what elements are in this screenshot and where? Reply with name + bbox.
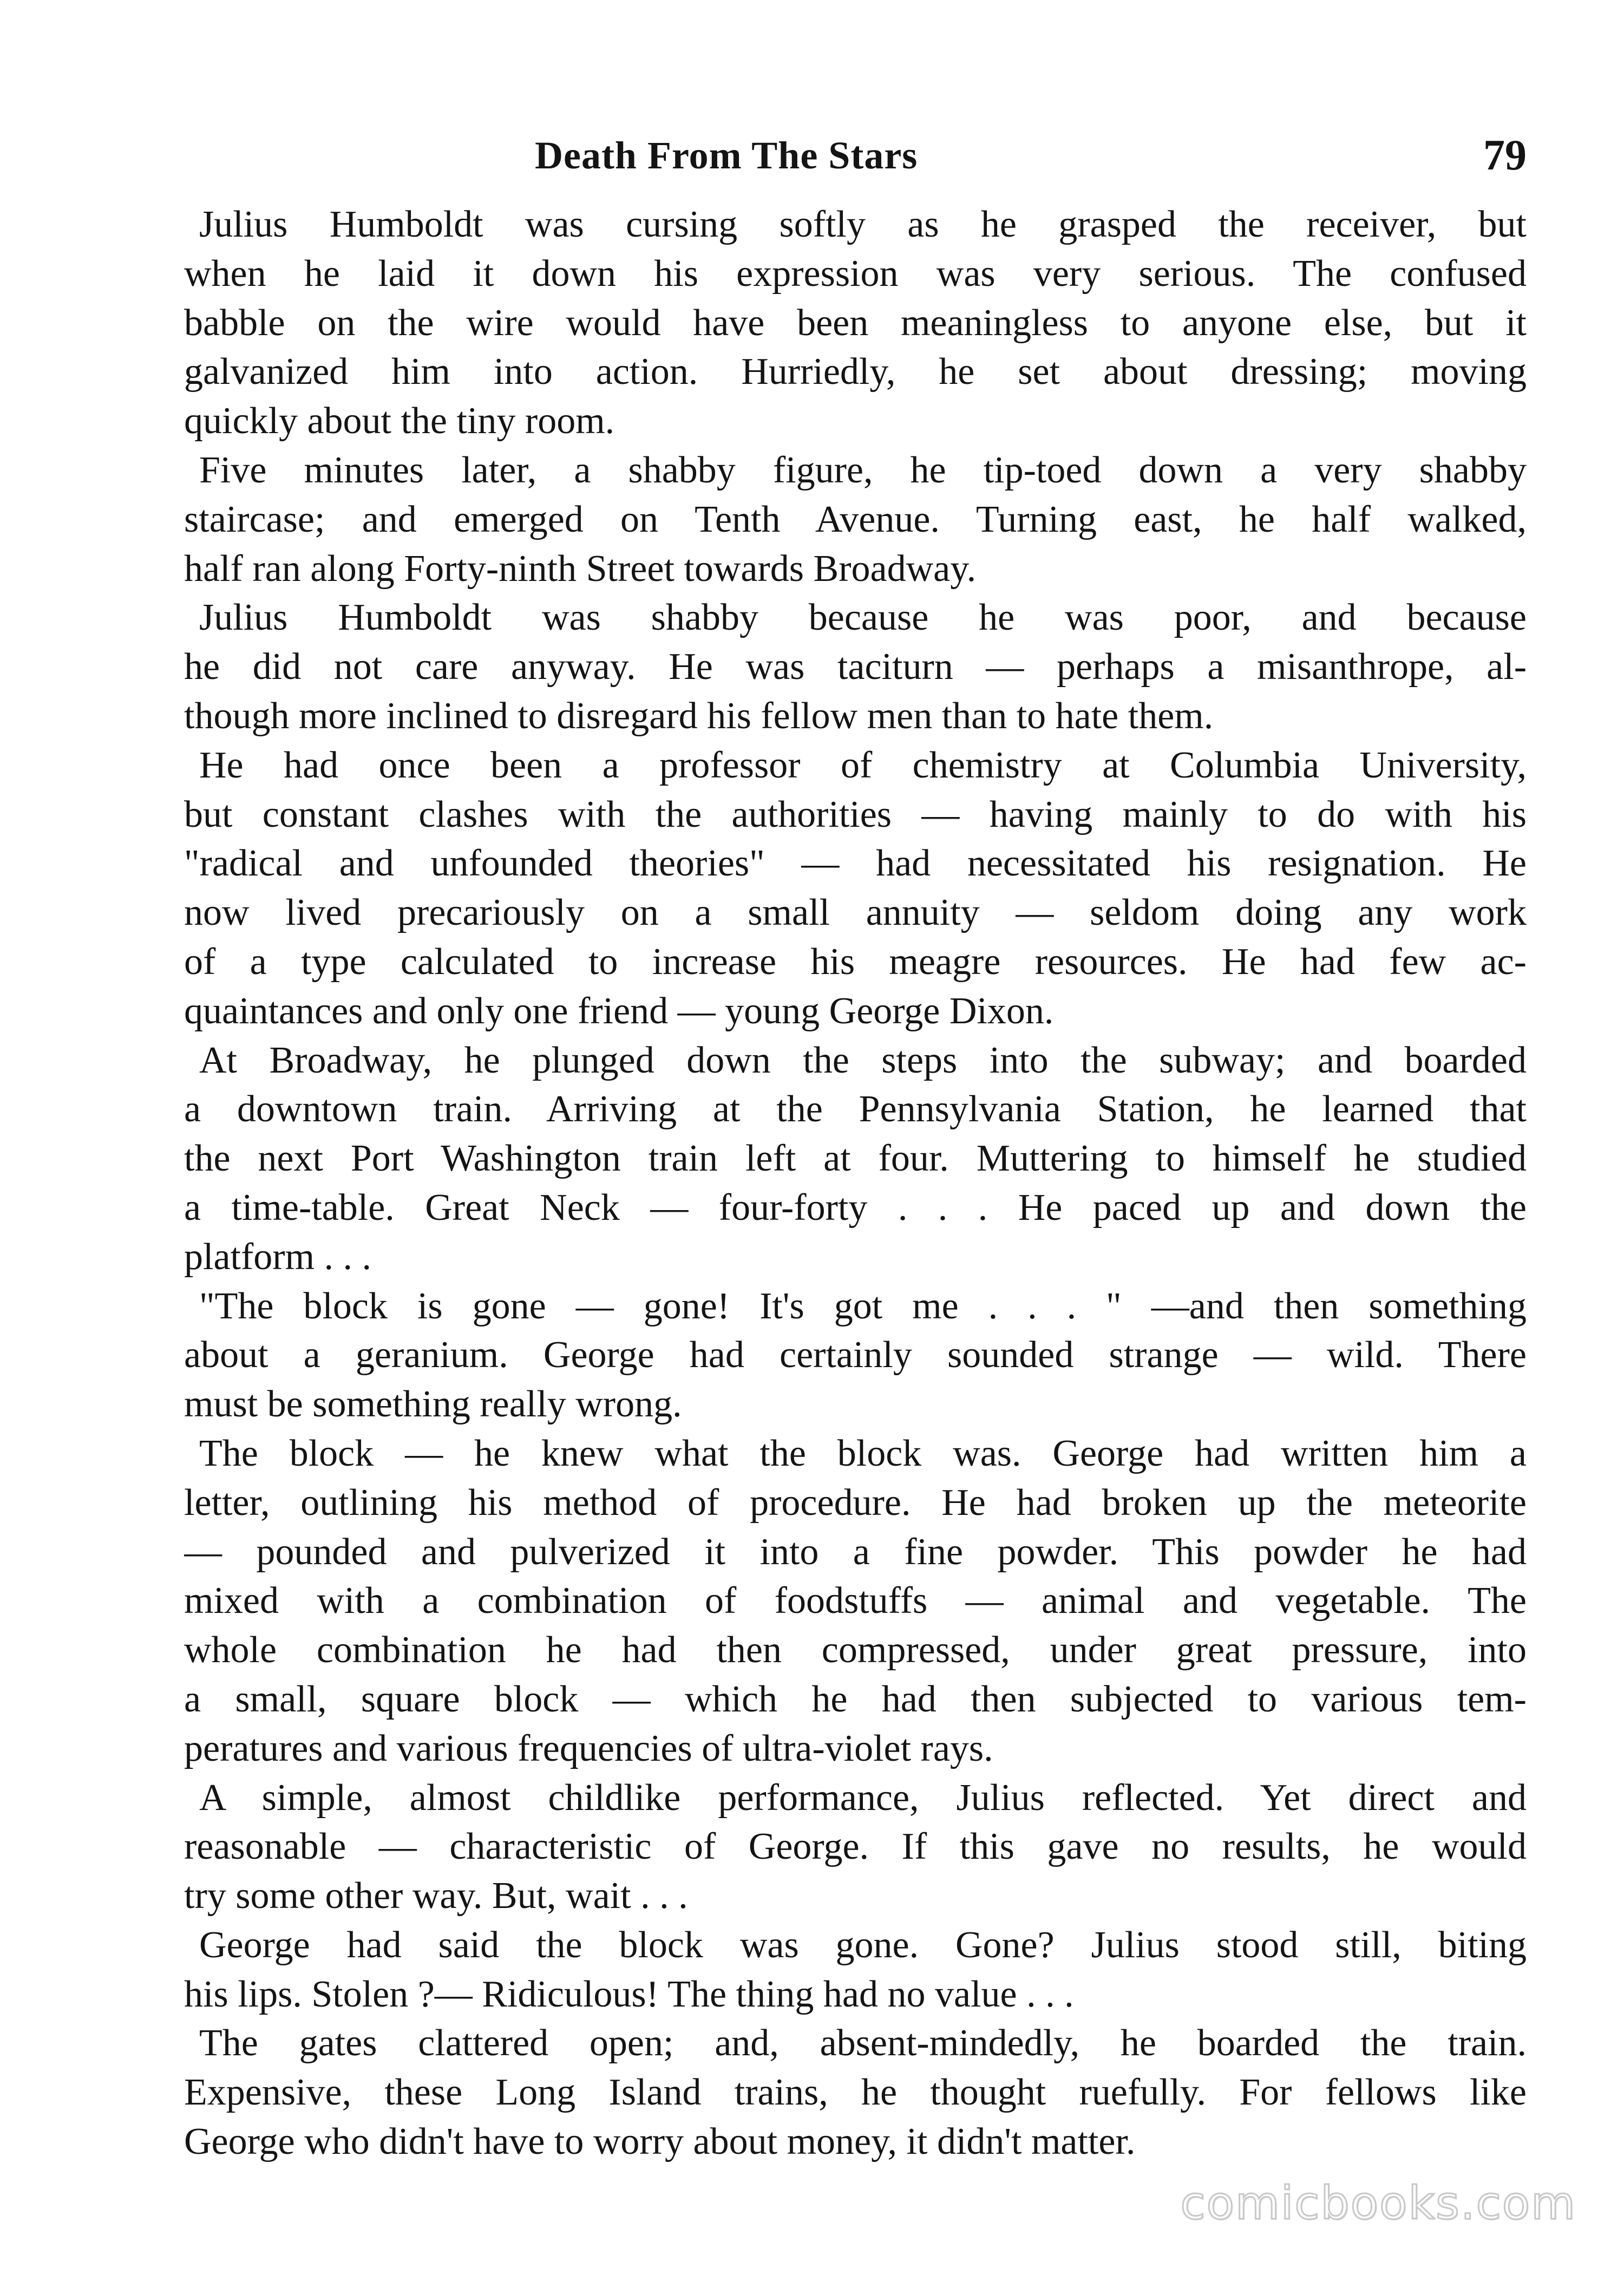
running-title: Death From The Stars <box>535 134 918 177</box>
text-line: he did not care anyway. He was taciturn — perhaps a misanthrope, al- <box>184 646 1527 688</box>
text-line: Five minutes later, a shabby figure, he tip-toed down a very shabby <box>199 449 1527 491</box>
running-head <box>184 126 1527 185</box>
text-line: his lips. Stolen ?— Ridiculous! The thing had no value . . . <box>184 1973 1074 2015</box>
text-line: A simple, almost childlike performance, Julius reflected. Yet direct and <box>199 1776 1527 1819</box>
page-number: 79 <box>1483 132 1527 179</box>
paragraph <box>184 741 1527 1036</box>
text-line: George had said the block was gone. Gone? Julius stood still, biting <box>199 1924 1527 1966</box>
text-line: letter, outlining his method of procedure. He had broken up the meteorite <box>184 1481 1527 1524</box>
text-line: the next Port Washington train left at four. Muttering to himself he studied <box>184 1138 1527 1180</box>
paragraph <box>184 593 1527 741</box>
text-line: but constant clashes with the authorities — having mainly to do with his <box>184 793 1527 835</box>
text-line: whole combination he had then compressed, under great pressure, into <box>184 1629 1527 1671</box>
text-line: Julius Humboldt was cursing softly as he grasped the receiver, but <box>199 204 1527 245</box>
paragraph <box>184 446 1527 593</box>
text-line: At Broadway, he plunged down the steps into the subway; and boarded <box>199 1039 1527 1081</box>
text-line: try some other way. But, wait . . . <box>184 1875 688 1917</box>
text-line: Julius Humboldt was shabby because he was poor, and because <box>199 597 1527 639</box>
text-line: "The block is gone — gone! It's got me . . . " —and then something <box>199 1285 1527 1327</box>
text-line: He had once been a professor of chemistry at Columbia University, <box>199 744 1527 786</box>
text-line: staircase; and emerged on Tenth Avenue. Turning east, he half walked, <box>184 498 1527 540</box>
text-line: "radical and unfounded theories" — had necessitated his resignation. He <box>184 842 1527 885</box>
paragraph <box>184 1921 1527 2020</box>
text-line: about a geranium. George had certainly sounded strange — wild. There <box>184 1334 1527 1376</box>
text-line: reasonable — characteristic of George. If this gave no results, he would <box>184 1826 1527 1868</box>
text-line: platform . . . <box>184 1236 372 1278</box>
watermark: comicbooks.com <box>1180 2177 1576 2230</box>
text-line: of a type calculated to increase his meagre resources. He had few ac- <box>184 940 1527 983</box>
text-line: half ran along Forty-ninth Street towards Broadway. <box>184 547 977 590</box>
text-line: babble on the wire would have been meaningless to anyone else, but it <box>184 302 1527 344</box>
paragraph <box>184 2019 1527 2166</box>
paragraph <box>184 1282 1527 1429</box>
text-line: — pounded and pulverized it into a fine powder. This powder he had <box>184 1531 1527 1573</box>
text-line: galvanized him into action. Hurriedly, he set about dressing; moving <box>184 351 1527 393</box>
text-line: mixed with a combination of foodstuffs — animal and vegetable. The <box>184 1580 1527 1622</box>
text-line: quaintances and only one friend — young George Dixon. <box>184 990 1054 1032</box>
text-line: George who didn't have to worry about money, it didn't matter. <box>184 2121 1136 2163</box>
text-line: peratures and various frequencies of ultra-violet rays. <box>184 1727 993 1769</box>
text-line: a downtown train. Arriving at the Pennsylvania Station, he learned that <box>184 1088 1527 1131</box>
text-line: must be something really wrong. <box>184 1383 682 1426</box>
text-line: a time-table. Great Neck — four-forty . . . He paced up and down the <box>184 1186 1527 1229</box>
text-line: when he laid it down his expression was very serious. The confused <box>184 252 1527 295</box>
paragraph <box>184 1774 1527 1921</box>
body-text <box>184 200 1527 2167</box>
paragraph <box>184 1429 1527 1774</box>
text-line: Expensive, these Long Island trains, he thought ruefully. For fellows like <box>184 2072 1527 2114</box>
text-line: The block — he knew what the block was. George had written him a <box>199 1432 1527 1474</box>
text-line: now lived precariously on a small annuity — seldom doing any work <box>184 892 1527 934</box>
paragraph <box>184 1036 1527 1282</box>
text-line: though more inclined to disregard his fellow men than to hate them. <box>184 695 1214 737</box>
text-line: quickly about the tiny room. <box>184 400 615 442</box>
paragraph <box>184 200 1527 446</box>
text-line: The gates clattered open; and, absent-mindedly, he boarded the train. <box>199 2022 1527 2064</box>
text-line: a small, square block — which he had then subjected to various tem- <box>184 1678 1527 1720</box>
